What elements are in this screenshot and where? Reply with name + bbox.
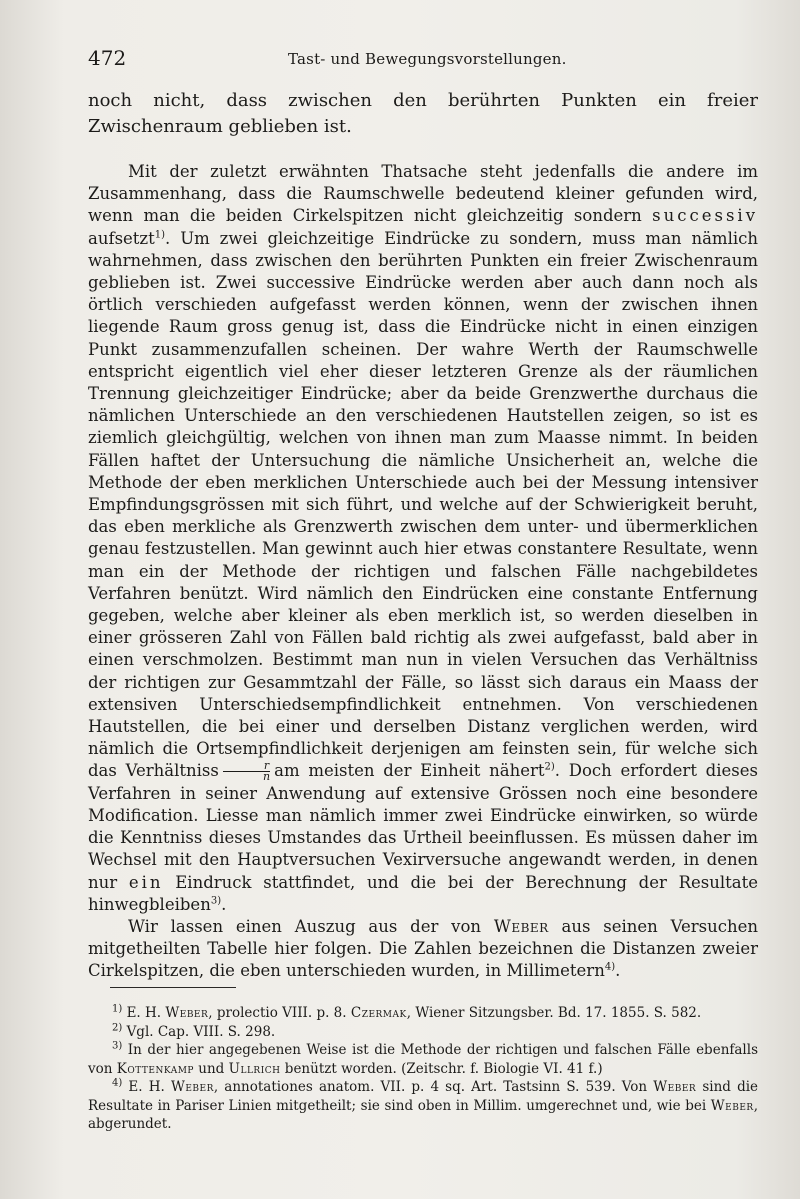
footnotes — [88, 1004, 758, 1134]
author-name: Weber — [165, 1005, 209, 1021]
fraction-numerator: r — [223, 761, 270, 772]
fraction-denominator: n — [262, 770, 271, 784]
text-run: , prolectio VIII. p. 8. — [208, 1005, 347, 1021]
body-text — [88, 88, 758, 983]
footnote-1 — [88, 1004, 758, 1023]
footnote-ref-1: 1) — [154, 229, 166, 241]
text-run: Vgl. Cap. VIII. S. 298. — [126, 1023, 276, 1040]
text-run: aufsetzt — [88, 228, 155, 248]
text-run: , annotationes anatom. VII. p. 4 sq. Art. Tastsinn S. 539. Von — [213, 1079, 648, 1095]
text-run: sind die Resultate in Pariser Linien mitgetheilt; sie sind oben in Millim. umgerechnet und, wie bei — [88, 1079, 759, 1114]
text-run: benützt worden. (Zeitschr. f. Biologie VI. 41 f.) — [284, 1060, 603, 1077]
continuation-paragraph — [88, 88, 758, 140]
text-run: In der hier angegebenen Weise ist die Methode der richtigen und falschen Fälle ebenfalls von — [88, 1042, 758, 1077]
text-run: und — [198, 1060, 225, 1077]
text-run: E. H. — [128, 1079, 165, 1095]
text-run: E. H. — [126, 1005, 162, 1021]
footnote-divider — [110, 987, 236, 988]
table-intro-paragraph — [88, 916, 758, 983]
footnote-4 — [88, 1078, 758, 1134]
text-run: Wir lassen einen Auszug aus der von — [128, 916, 482, 936]
text-run: , abgerundet. — [88, 1097, 758, 1132]
text-run: Eindruck stattfindet, und die bei der Berechnung der Resultate hinwegbleiben — [88, 872, 758, 914]
footnote-mark: 4) — [112, 1077, 123, 1089]
running-title: Tast- und Bewegungsvorstellungen. — [288, 50, 567, 68]
text-run: . Doch erfordert dieses Verfahren in seiner Anwendung auf extensive Grössen noch eine besondere Modification. Liesse man nämlich immer zwei Eindrücke einwirken, so würde die Kenntniss dieses Umstandes das Urtheil beeinflussen. Es müssen daher im Wechsel mit den Hauptversuchen Vexirversuche angewandt werden, in denen nur — [88, 761, 758, 892]
text-run: , Wiener Sitzungsber. Bd. 17. 1855. S. 582. — [406, 1005, 702, 1021]
author-name: Weber — [710, 1097, 754, 1114]
author-name: Weber — [170, 1079, 214, 1095]
text-run: aus seinen Versuchen mitgetheilten Tabelle hier folgen. Die Zahlen bezeichnen die Distanzen zweier Cirkelspitzen, die eben unterschieden wurden, in Millimetern — [88, 916, 758, 981]
author-name: Czermak — [350, 1005, 407, 1021]
author-name: Kottenkamp — [116, 1060, 194, 1077]
spaced-emphasis: ein — [128, 872, 164, 892]
paragraph-gap — [88, 140, 758, 161]
author-name: Weber — [493, 916, 549, 936]
author-name: Ullrich — [228, 1060, 281, 1077]
text-run: . Um zwei gleichzeitige Eindrücke zu sondern, muss man nämlich wahrnehmen, dass zwischen den berührten Punkten ein freier Zwischenraum geblieben ist. Zwei successive Eindrücke werden aber auch dann noch als örtlich verschieden aufgefasst werden können, wenn der zwischen ihnen liegende Raum gross genug ist, dass die Eindrücke nicht in einen einzigen Punkt zusammenzufallen scheinen. Der wahre Werth der Raumschwelle entspricht eigentlich viel eher dieser letzteren Grenze als der räumlichen Trennung gleichzeitiger Eindrücke; aber da beide Grenzwerthe durchaus die nämlichen Unterschiede an den verschiedenen Hautstellen zeigen, so ist es ziemlich gleichgültig, welchen von ihnen man zum Maasse nimmt. In beiden Fällen haftet der Untersuchung die nämliche Unsicherheit an, welche die Methode der eben merklichen Unterschiede auch bei der Messung intensiver Empfindungsgrössen mit sich führt, und welche auf der Schwierigkeit beruht, das eben merkliche als Grenzwerth zwischen dem unter- und übermerklichen genau festzustellen. Man gewinnt auch hier etwas constantere Resultate, wenn man ein der Methode der richtigen und falschen Fälle nachgebildetes Verfahren benützt. Wird nämlich den Eindrücken eine constante Entfernung gegeben, welche aber kleiner als eben merklich ist, so werden dieselben in einer grösseren Zahl von Fällen bald richtig als zwei aufgefasst, bald aber in einen verschmolzen. Bestimmt man nun in vielen Versuchen das Verhältniss der richtigen zur Gesammtzahl der Fälle, so lässt sich daraus ein Maass der extensiven Unterschiedsempfindlichkeit entnehmen. Von verschiedenen Hautstellen, die bei einer und derselben Distanz verglichen werden, wird nämlich die Ortsempfindlichkeit derjenigen am feinsten sein, für welche sich das Verhältniss — [88, 228, 758, 781]
footnote-ref-3: 3) — [210, 895, 222, 907]
text-run: Mit der zuletzt erwähnten Thatsache steht jedenfalls die andere im Zusammenhang, dass die Raumschwelle bedeutend kleiner gefunden wird, wenn man die beiden Cirkelspitzen nicht gleichzeitig sondern — [88, 162, 758, 226]
footnote-ref-2: 2) — [544, 761, 555, 773]
footnote-3 — [88, 1041, 758, 1078]
footnote-mark: 2) — [112, 1022, 123, 1033]
main-paragraph — [88, 161, 758, 916]
footnote-mark: 3) — [112, 1040, 123, 1052]
page-number: 472 — [88, 46, 127, 70]
footnote-mark: 1) — [112, 1003, 123, 1015]
footnote-ref-4: 4) — [604, 961, 616, 973]
author-name: Weber — [653, 1079, 697, 1095]
spaced-emphasis: successiv — [652, 206, 759, 226]
text-run: noch nicht, dass zwischen den berührten Punkten ein freier Zwischenraum geblieben ist. — [88, 90, 758, 137]
footnote-2 — [88, 1023, 758, 1042]
text-run: am meisten der Einheit nähert — [274, 761, 545, 781]
fraction — [223, 761, 270, 782]
text-run: . — [221, 894, 227, 914]
text-run: . — [615, 961, 621, 981]
page-header — [88, 46, 758, 74]
